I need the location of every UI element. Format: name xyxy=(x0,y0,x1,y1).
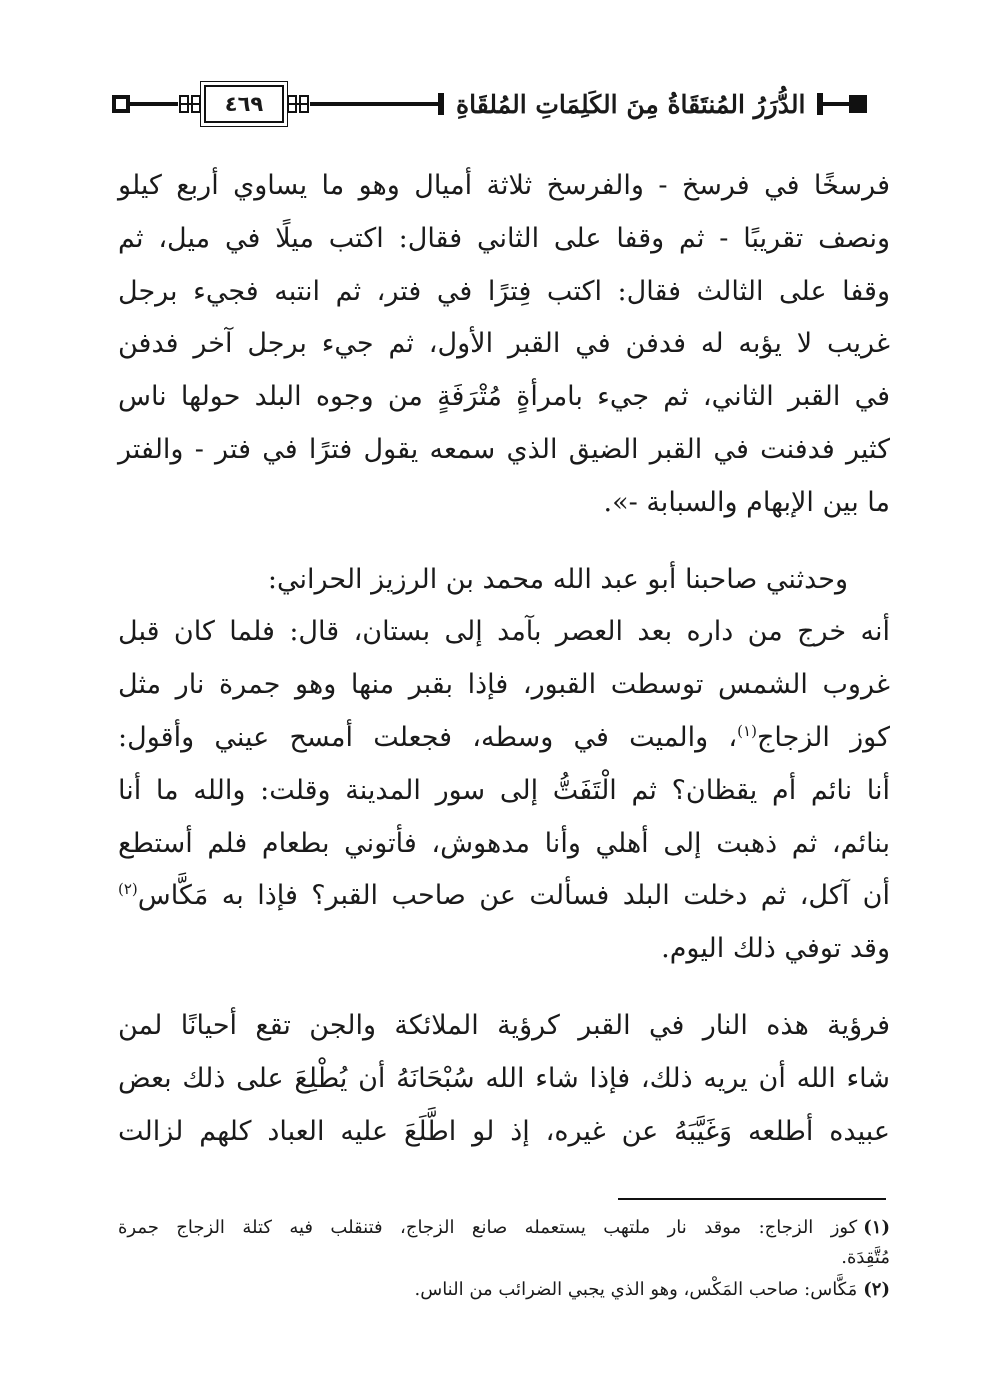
footnote-number: (١) xyxy=(863,1217,890,1238)
text-line-with-footnote xyxy=(118,712,890,765)
text-segment: أن آكل، ثم دخلت البلد فسألت عن صاحب القبر؟ فإذا به مَكَّاس xyxy=(137,880,890,912)
text-line: أنه خرج من داره بعد العصر بآمد إلى بستان، قال: فلما كان قبل xyxy=(118,616,890,648)
paragraph-3 xyxy=(118,1000,890,1158)
text-line: أنا نائم أم يقظان؟ ثم الْتَفَتُّ إلى سور المدينة وقلت: والله ما أنا xyxy=(118,774,890,806)
footnote-number: (٢) xyxy=(863,1279,890,1300)
header-knot-ornament-right xyxy=(286,90,310,118)
text-line: فرسخًا في فرسخ - والفرسخ ثلاثة أميال وهو ما يساوي أربع كيلو xyxy=(118,170,890,201)
body-text xyxy=(118,160,890,1158)
running-header xyxy=(112,78,892,130)
text-line: كثير فدفنت في القبر الضيق الذي سمعه يقول فترًا في فتر - والفتر xyxy=(118,433,890,465)
text-line: غروب الشمس توسطت القبور، فإذا بقبر منها وهو جمرة نار مثل xyxy=(118,669,890,701)
text-line: فرؤية هذه النار في القبر كرؤية الملائكة والجن تقع أحيانًا لمن xyxy=(118,1009,890,1041)
book-title: الدُّرَرُ المُنتَقَاةُ مِنَ الكَلِمَاتِ المُلقَاةِ xyxy=(456,89,806,119)
text-line: ونصف تقريبًا - ثم وقفا على الثاني فقال: اكتب ميلًا في ميل، ثم xyxy=(118,222,890,254)
text-line: شاء الله أن يريه ذلك، فإذا شاء الله سُبْحَانَهُ أن يُطْلِعَ على ذلك بعض xyxy=(118,1062,890,1094)
text-line: عبيده أطلعه وَغَيَّبَهُ عن غيره، إذ لو اطَّلَعَ عليه العباد كلهم لزالت xyxy=(118,1115,890,1147)
footnotes xyxy=(118,1212,890,1306)
header-solid-square xyxy=(849,95,867,113)
page-number: ٤٦٩ xyxy=(204,85,284,123)
text-line: ما بين الإبهام والسبابة -». xyxy=(603,486,890,518)
text-line: وقد توفي ذلك اليوم. xyxy=(661,933,890,965)
text-line-with-footnote xyxy=(118,870,890,923)
footnote-ref-1[interactable]: (١) xyxy=(737,721,757,740)
footnote-ref-2[interactable]: (٢) xyxy=(118,880,138,899)
header-knot-ornament-left xyxy=(178,90,202,118)
text-line: غريب لا يؤبه له فدفن في القبر الأول، ثم جيء برجل آخر فدفن xyxy=(118,328,890,360)
text-segment: ، والميت في وسطه، فجعلت أمسح عيني وأقول: xyxy=(118,721,738,753)
text-segment: كوز الزجاج xyxy=(756,721,890,753)
paragraph-1 xyxy=(118,160,890,530)
header-open-square xyxy=(112,95,130,113)
footnote-separator xyxy=(618,1198,886,1200)
footnote-1-continuation: مُتَّقِدَة. xyxy=(841,1247,890,1268)
text-line: وحدثني صاحبنا أبو عبد الله محمد بن الرزيز الحراني: xyxy=(267,563,848,595)
text-line: بنائم، ثم ذهبت إلى أهلي وأنا مدهوش، فأتوني بطعام فلم أستطع xyxy=(118,827,890,859)
footnote-2 xyxy=(118,1274,890,1306)
text-line: في القبر الثاني، ثم جيء بامرأةٍ مُتْرَفَةٍ من وجوه البلد حولها ناس xyxy=(118,381,890,413)
footnote-text: مَكَّاس: صاحب المَكْس، وهو الذي يجبي الضرائب من الناس. xyxy=(414,1279,858,1300)
header-rule-middle xyxy=(310,102,438,106)
footnote-1 xyxy=(118,1212,890,1244)
header-rule-left xyxy=(130,102,178,106)
footnote-text: كوز الزجاج: موقد نار ملتهب يستعمله صانع الزجاج، فتنقلب فيه كتلة الزجاج جمرة xyxy=(118,1217,858,1238)
paragraph-2 xyxy=(118,554,890,976)
header-rule-right xyxy=(823,102,849,106)
text-line: وقفا على الثالث فقال: اكتب فِترًا في فتر، ثم انتبه فجيء برجل xyxy=(118,275,890,307)
